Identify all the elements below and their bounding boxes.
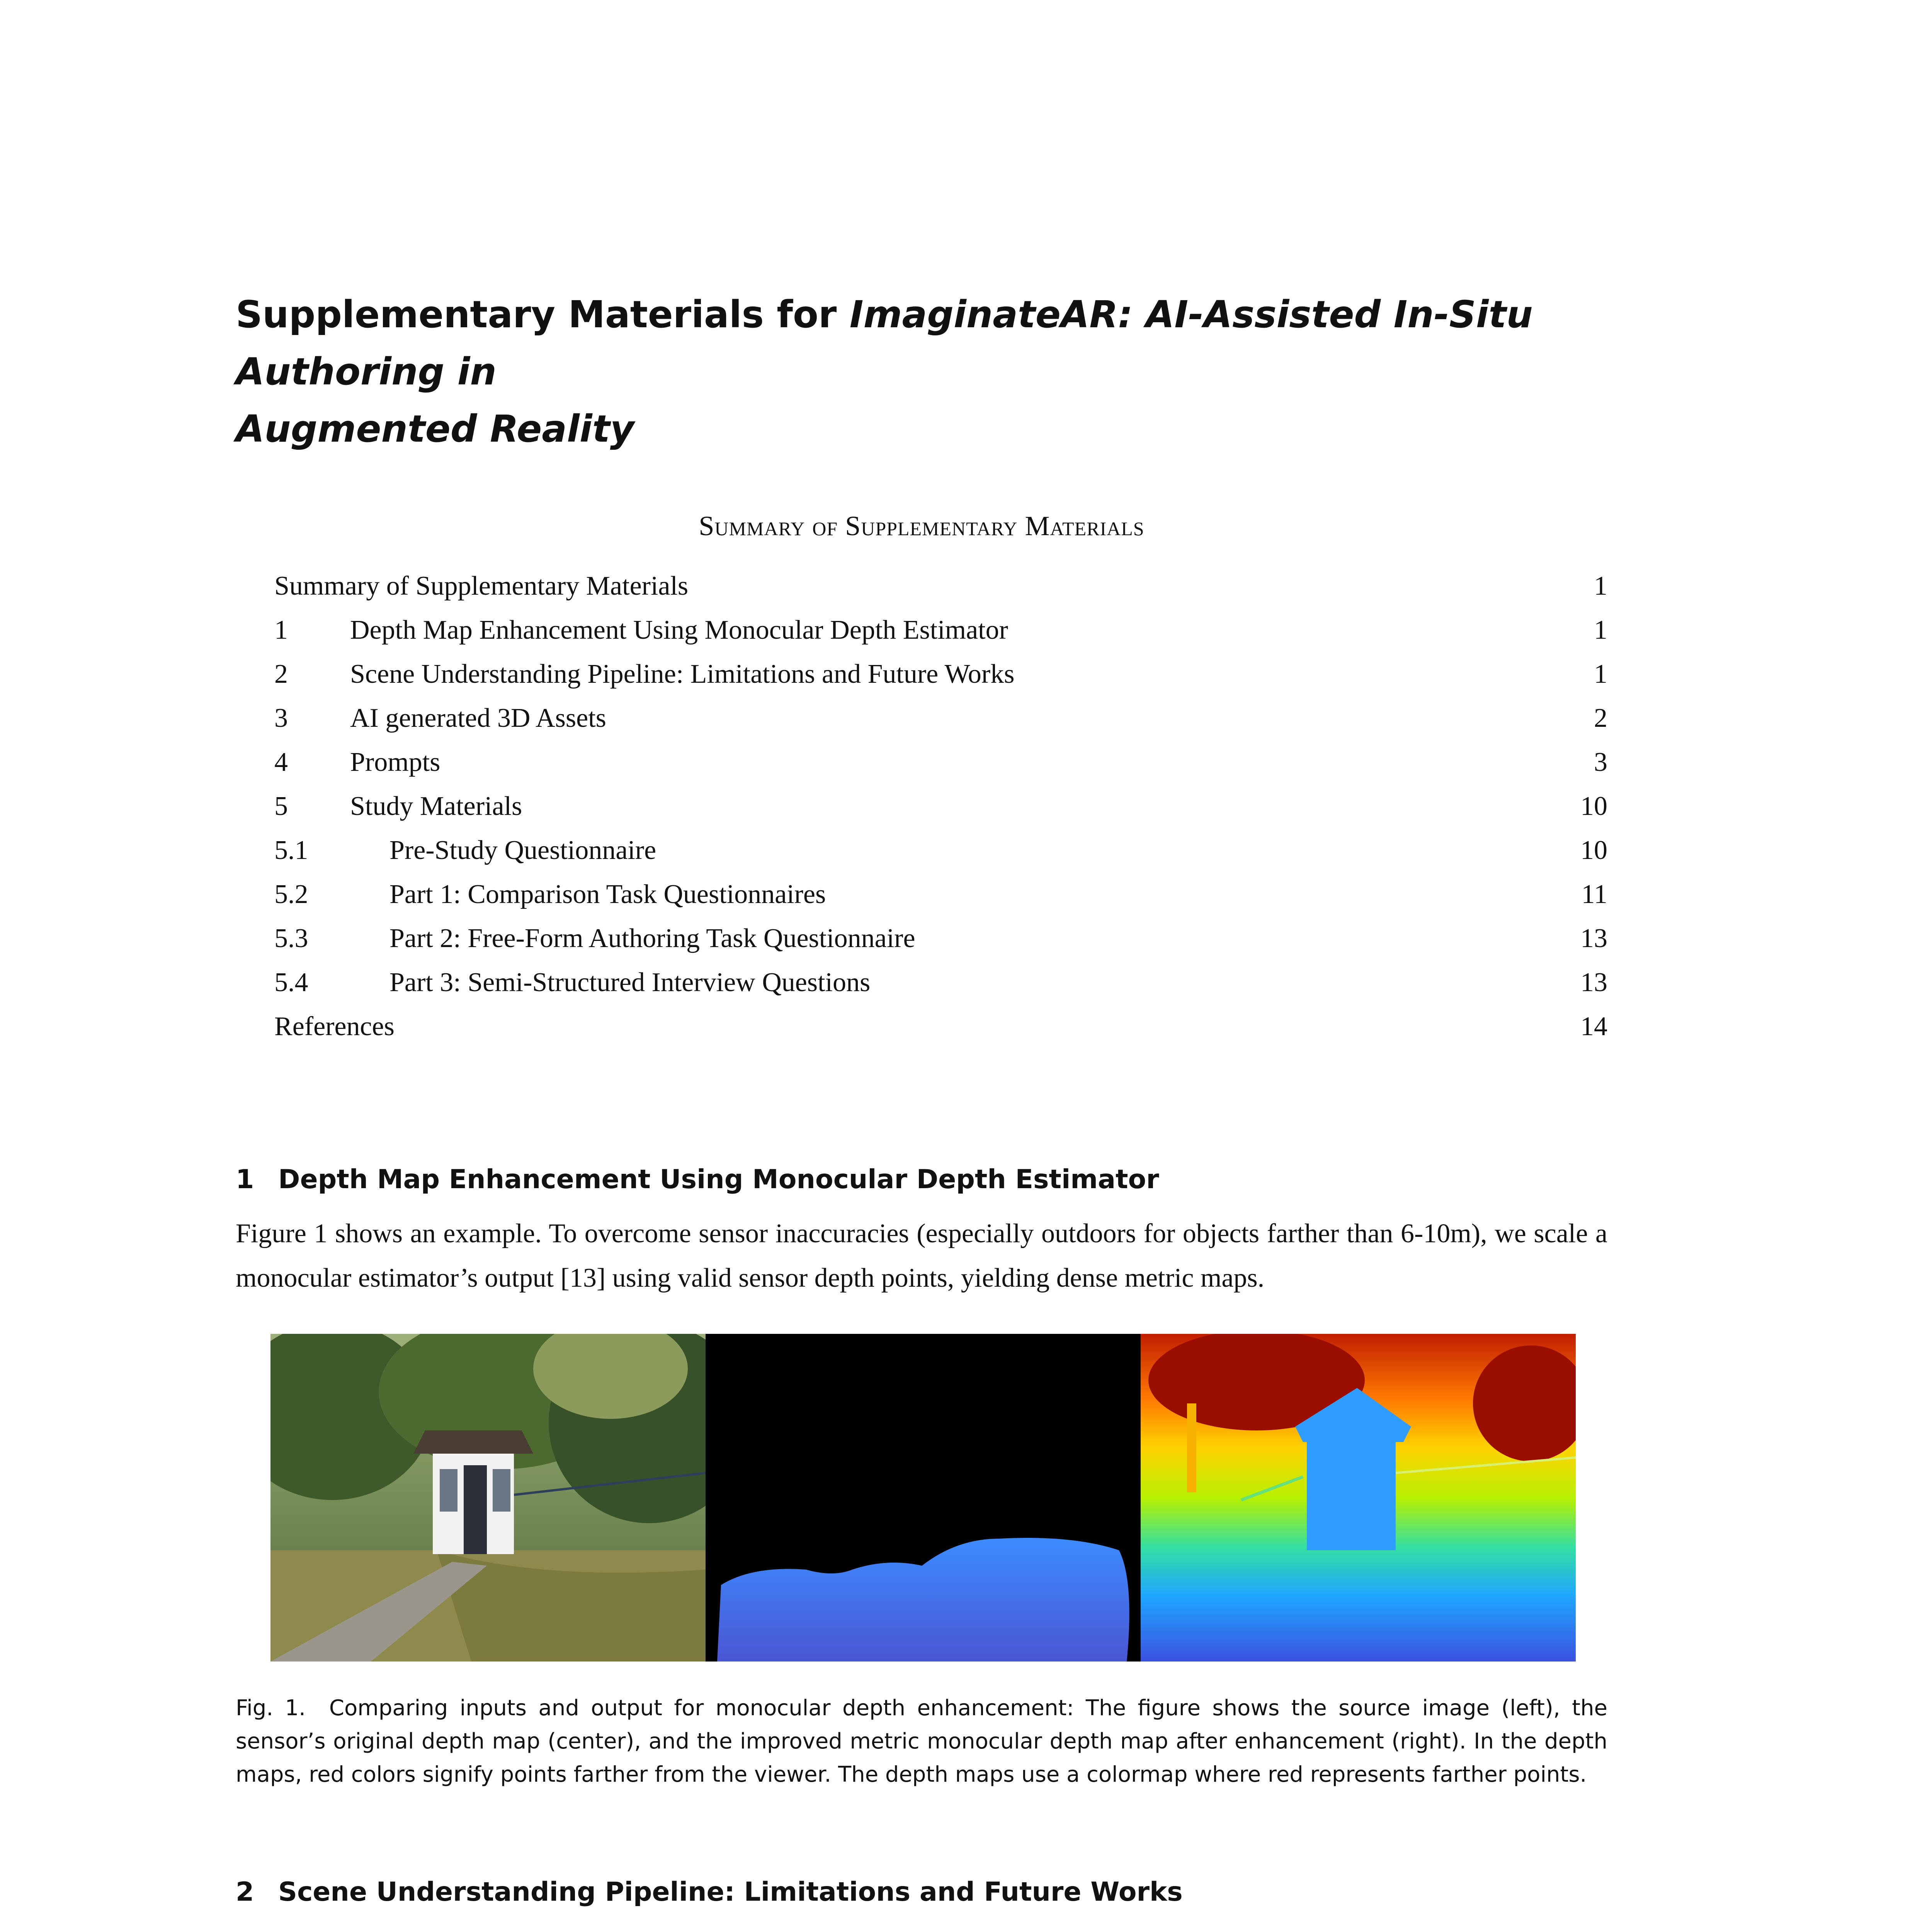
- toc-entry-label[interactable]: Pre-Study Questionnaire: [389, 835, 656, 865]
- toc-heading: Summary of Supplementary Materials: [699, 510, 1145, 541]
- toc-entry-number: 5: [274, 791, 288, 821]
- toc-entry-number: 5.2: [274, 879, 308, 909]
- toc-entry-page: 1: [1594, 659, 1607, 689]
- title-prefix: Supplementary Materials for: [236, 293, 850, 336]
- toc-entry-number: 1: [274, 615, 288, 645]
- title-italic-line1: ImaginateAR: AI-Assisted In-Situ Authoring in: [236, 293, 1533, 393]
- toc-entry-label[interactable]: Summary of Supplementary Materials: [274, 571, 689, 601]
- toc-entry-number: 2: [274, 659, 288, 689]
- toc-entry-number: 5.1: [274, 835, 308, 865]
- toc-entry-page: 2: [1594, 703, 1607, 733]
- caption-label: Fig. 1.: [236, 1696, 306, 1721]
- toc-entry-number: 3: [274, 703, 288, 733]
- section-2-paragraph: [236, 1924, 1607, 1932]
- title-italic-line2: Augmented Reality: [236, 407, 634, 451]
- toc-entry-label[interactable]: Part 3: Semi-Structured Interview Questions: [389, 968, 871, 997]
- toc-entry[interactable]: [274, 828, 1607, 872]
- caption-text: Comparing inputs and output for monocular depth enhancement: The figure shows the source image (left), the sensor’s original depth map (center), and the improved metric monocular depth map after enhancement (right). In the depth maps, red colors signify points farther from the viewer. The depth maps use a colormap where red represents farther points.: [236, 1696, 1607, 1787]
- toc-entry-label[interactable]: Scene Understanding Pipeline: Limitations and Future Works: [350, 659, 1015, 689]
- section-title: Depth Map Enhancement Using Monocular Depth Estimator: [278, 1164, 1159, 1195]
- toc-entry[interactable]: [274, 652, 1607, 696]
- toc-entry-page: 13: [1580, 923, 1607, 953]
- toc-entry-label[interactable]: Study Materials: [350, 791, 522, 821]
- section-heading: [236, 1162, 1159, 1197]
- section-heading: [236, 1875, 1183, 1910]
- toc-entry[interactable]: [274, 784, 1607, 828]
- toc-entry-page: 13: [1580, 968, 1607, 997]
- source-image: [270, 1334, 706, 1662]
- toc-entry[interactable]: [274, 564, 1607, 608]
- toc-entry[interactable]: [274, 872, 1607, 917]
- toc-entry[interactable]: [274, 696, 1607, 740]
- enhanced-depth-map: [1141, 1334, 1576, 1662]
- paper-title: [236, 286, 1665, 457]
- toc-entry-label[interactable]: AI generated 3D Assets: [350, 703, 606, 733]
- section-title: Scene Understanding Pipeline: Limitations and Future Works: [278, 1877, 1183, 1907]
- toc-entry-label[interactable]: References: [274, 1012, 395, 1041]
- section-number: 1: [236, 1164, 254, 1195]
- toc-entry-page: 14: [1580, 1012, 1607, 1041]
- sensor-depth-map: [706, 1334, 1141, 1662]
- toc-entry[interactable]: [274, 740, 1607, 784]
- toc-entry-page: 11: [1581, 879, 1607, 909]
- section-1-paragraph: Figure 1 shows an example. To overcome sensor inaccuracies (especially outdoors for objects farther than 6-10m), we scale a monocular estimator’s output [13] using valid sensor depth points, yielding dense metric maps.: [236, 1219, 1607, 1293]
- toc-entry-number: 5.4: [274, 968, 308, 997]
- toc-entry-label[interactable]: Part 1: Comparison Task Questionnaires: [389, 879, 826, 909]
- toc-entry[interactable]: [274, 1005, 1607, 1049]
- toc-entry-label[interactable]: Depth Map Enhancement Using Monocular Depth Estimator: [350, 615, 1008, 645]
- toc-entry-page: 10: [1580, 791, 1607, 821]
- toc-entry[interactable]: [274, 917, 1607, 961]
- figure-1-caption: [236, 1692, 1607, 1791]
- toc-entry-page: 3: [1594, 747, 1607, 777]
- toc-entry-label[interactable]: Part 2: Free-Form Authoring Task Questionnaire: [389, 923, 915, 953]
- toc-entry-page: 1: [1594, 571, 1607, 601]
- section-number: 2: [236, 1877, 254, 1907]
- table-of-contents: [274, 564, 1607, 1049]
- toc-entry-number: 4: [274, 747, 288, 777]
- toc-entry-page: 10: [1580, 835, 1607, 865]
- toc-entry-label[interactable]: Prompts: [350, 747, 440, 777]
- figure-1: [270, 1334, 1576, 1662]
- toc-entry[interactable]: [274, 961, 1607, 1005]
- toc-entry-number: 5.3: [274, 923, 308, 953]
- toc-entry-page: 1: [1594, 615, 1607, 645]
- toc-entry[interactable]: [274, 608, 1607, 652]
